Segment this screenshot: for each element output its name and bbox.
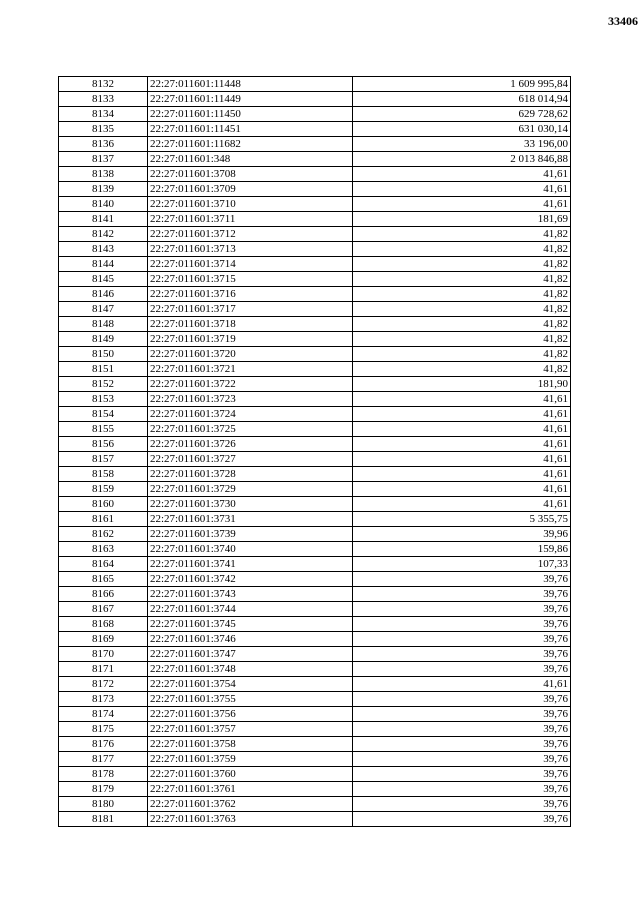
cadastral-value-cell: 39,96 bbox=[353, 527, 571, 542]
cadastral-value-cell: 1 609 995,84 bbox=[353, 77, 571, 92]
cadastral-value-cell: 41,61 bbox=[353, 467, 571, 482]
cadastral-number-cell: 22:27:011601:3717 bbox=[148, 302, 353, 317]
cadastral-number-cell: 22:27:011601:3729 bbox=[148, 482, 353, 497]
cadastral-number-cell: 22:27:011601:3731 bbox=[148, 512, 353, 527]
cadastral-number-cell: 22:27:011601:3718 bbox=[148, 317, 353, 332]
cadastral-value-cell: 39,76 bbox=[353, 707, 571, 722]
row-number-cell: 8152 bbox=[59, 377, 148, 392]
table-row bbox=[59, 752, 571, 767]
table-row bbox=[59, 707, 571, 722]
cadastral-number-cell: 22:27:011601:3755 bbox=[148, 692, 353, 707]
cadastral-value-cell: 2 013 846,88 bbox=[353, 152, 571, 167]
cadastral-number-cell: 22:27:011601:3722 bbox=[148, 377, 353, 392]
row-number-cell: 8160 bbox=[59, 497, 148, 512]
cadastral-number-cell: 22:27:011601:3745 bbox=[148, 617, 353, 632]
table-row bbox=[59, 797, 571, 812]
table-row bbox=[59, 767, 571, 782]
table-row bbox=[59, 362, 571, 377]
cadastral-number-cell: 22:27:011601:3716 bbox=[148, 287, 353, 302]
cadastral-number-cell: 22:27:011601:3756 bbox=[148, 707, 353, 722]
cadastral-number-cell: 22:27:011601:3726 bbox=[148, 437, 353, 452]
row-number-cell: 8132 bbox=[59, 77, 148, 92]
row-number-cell: 8174 bbox=[59, 707, 148, 722]
cadastral-value-cell: 41,82 bbox=[353, 227, 571, 242]
cadastral-number-cell: 22:27:011601:3760 bbox=[148, 767, 353, 782]
cadastral-value-cell: 41,61 bbox=[353, 422, 571, 437]
row-number-cell: 8153 bbox=[59, 392, 148, 407]
table-row bbox=[59, 92, 571, 107]
table-row bbox=[59, 587, 571, 602]
cadastral-number-cell: 22:27:011601:11682 bbox=[148, 137, 353, 152]
cadastral-value-cell: 41,61 bbox=[353, 407, 571, 422]
row-number-cell: 8165 bbox=[59, 572, 148, 587]
row-number-cell: 8170 bbox=[59, 647, 148, 662]
table-row bbox=[59, 257, 571, 272]
row-number-cell: 8133 bbox=[59, 92, 148, 107]
cadastral-number-cell: 22:27:011601:3758 bbox=[148, 737, 353, 752]
cadastral-number-cell: 22:27:011601:3721 bbox=[148, 362, 353, 377]
cadastral-value-cell: 41,61 bbox=[353, 482, 571, 497]
table-row bbox=[59, 212, 571, 227]
table-row bbox=[59, 572, 571, 587]
cadastral-value-cell: 41,82 bbox=[353, 347, 571, 362]
table-row bbox=[59, 227, 571, 242]
row-number-cell: 8173 bbox=[59, 692, 148, 707]
table-row bbox=[59, 527, 571, 542]
cadastral-value-cell: 41,61 bbox=[353, 167, 571, 182]
table-row bbox=[59, 182, 571, 197]
table-row bbox=[59, 692, 571, 707]
row-number-cell: 8180 bbox=[59, 797, 148, 812]
table-row bbox=[59, 602, 571, 617]
cadastral-number-cell: 22:27:011601:3714 bbox=[148, 257, 353, 272]
cadastral-value-cell: 41,61 bbox=[353, 497, 571, 512]
cadastral-value-cell: 41,82 bbox=[353, 287, 571, 302]
cadastral-value-cell: 631 030,14 bbox=[353, 122, 571, 137]
row-number-cell: 8137 bbox=[59, 152, 148, 167]
cadastral-number-cell: 22:27:011601:3730 bbox=[148, 497, 353, 512]
table-row bbox=[59, 782, 571, 797]
cadastral-number-cell: 22:27:011601:3754 bbox=[148, 677, 353, 692]
row-number-cell: 8156 bbox=[59, 437, 148, 452]
cadastral-number-cell: 22:27:011601:3709 bbox=[148, 182, 353, 197]
row-number-cell: 8158 bbox=[59, 467, 148, 482]
table-row bbox=[59, 722, 571, 737]
cadastral-value-cell: 39,76 bbox=[353, 797, 571, 812]
cadastral-value-cell: 41,82 bbox=[353, 302, 571, 317]
table-row bbox=[59, 137, 571, 152]
row-number-cell: 8150 bbox=[59, 347, 148, 362]
cadastral-number-cell: 22:27:011601:3761 bbox=[148, 782, 353, 797]
table-row bbox=[59, 122, 571, 137]
row-number-cell: 8159 bbox=[59, 482, 148, 497]
cadastral-value-cell: 181,90 bbox=[353, 377, 571, 392]
table-row bbox=[59, 302, 571, 317]
row-number-cell: 8144 bbox=[59, 257, 148, 272]
table-body bbox=[59, 77, 571, 827]
row-number-cell: 8164 bbox=[59, 557, 148, 572]
table-row bbox=[59, 377, 571, 392]
cadastral-value-cell: 159,86 bbox=[353, 542, 571, 557]
cadastral-number-cell: 22:27:011601:348 bbox=[148, 152, 353, 167]
cadastral-number-cell: 22:27:011601:3712 bbox=[148, 227, 353, 242]
cadastral-value-cell: 39,76 bbox=[353, 632, 571, 647]
table-row bbox=[59, 677, 571, 692]
table-row bbox=[59, 647, 571, 662]
cadastral-number-cell: 22:27:011601:3762 bbox=[148, 797, 353, 812]
row-number-cell: 8154 bbox=[59, 407, 148, 422]
table-row bbox=[59, 617, 571, 632]
table-row bbox=[59, 152, 571, 167]
table-row bbox=[59, 392, 571, 407]
cadastral-value-cell: 41,61 bbox=[353, 437, 571, 452]
row-number-cell: 8149 bbox=[59, 332, 148, 347]
table-row bbox=[59, 467, 571, 482]
row-number-cell: 8177 bbox=[59, 752, 148, 767]
cadastral-number-cell: 22:27:011601:3743 bbox=[148, 587, 353, 602]
row-number-cell: 8168 bbox=[59, 617, 148, 632]
cadastral-value-table bbox=[58, 76, 571, 827]
cadastral-value-cell: 39,76 bbox=[353, 692, 571, 707]
cadastral-value-cell: 5 355,75 bbox=[353, 512, 571, 527]
cadastral-number-cell: 22:27:011601:3727 bbox=[148, 452, 353, 467]
cadastral-value-cell: 39,76 bbox=[353, 737, 571, 752]
row-number-cell: 8140 bbox=[59, 197, 148, 212]
cadastral-value-cell: 41,61 bbox=[353, 392, 571, 407]
table-row bbox=[59, 422, 571, 437]
page-number: 33406 bbox=[608, 14, 638, 28]
row-number-cell: 8141 bbox=[59, 212, 148, 227]
row-number-cell: 8166 bbox=[59, 587, 148, 602]
cadastral-value-cell: 39,76 bbox=[353, 647, 571, 662]
row-number-cell: 8134 bbox=[59, 107, 148, 122]
cadastral-value-cell: 618 014,94 bbox=[353, 92, 571, 107]
cadastral-number-cell: 22:27:011601:3725 bbox=[148, 422, 353, 437]
cadastral-value-cell: 39,76 bbox=[353, 587, 571, 602]
table-row bbox=[59, 347, 571, 362]
row-number-cell: 8155 bbox=[59, 422, 148, 437]
cadastral-value-cell: 41,82 bbox=[353, 257, 571, 272]
row-number-cell: 8147 bbox=[59, 302, 148, 317]
cadastral-number-cell: 22:27:011601:3744 bbox=[148, 602, 353, 617]
cadastral-value-cell: 41,61 bbox=[353, 182, 571, 197]
cadastral-number-cell: 22:27:011601:3711 bbox=[148, 212, 353, 227]
cadastral-number-cell: 22:27:011601:3742 bbox=[148, 572, 353, 587]
cadastral-value-cell: 41,82 bbox=[353, 242, 571, 257]
cadastral-value-cell: 39,76 bbox=[353, 602, 571, 617]
row-number-cell: 8145 bbox=[59, 272, 148, 287]
row-number-cell: 8162 bbox=[59, 527, 148, 542]
table-row bbox=[59, 317, 571, 332]
cadastral-number-cell: 22:27:011601:3713 bbox=[148, 242, 353, 257]
cadastral-value-cell: 39,76 bbox=[353, 767, 571, 782]
row-number-cell: 8179 bbox=[59, 782, 148, 797]
table-row bbox=[59, 482, 571, 497]
table-row bbox=[59, 542, 571, 557]
cadastral-number-cell: 22:27:011601:3763 bbox=[148, 812, 353, 827]
row-number-cell: 8175 bbox=[59, 722, 148, 737]
cadastral-value-cell: 39,76 bbox=[353, 782, 571, 797]
table-row bbox=[59, 632, 571, 647]
cadastral-value-cell: 39,76 bbox=[353, 752, 571, 767]
cadastral-number-cell: 22:27:011601:11449 bbox=[148, 92, 353, 107]
cadastral-value-cell: 41,82 bbox=[353, 362, 571, 377]
row-number-cell: 8157 bbox=[59, 452, 148, 467]
table-row bbox=[59, 512, 571, 527]
cadastral-value-cell: 33 196,00 bbox=[353, 137, 571, 152]
table-row bbox=[59, 437, 571, 452]
row-number-cell: 8181 bbox=[59, 812, 148, 827]
table-row bbox=[59, 737, 571, 752]
cadastral-value-cell: 41,82 bbox=[353, 332, 571, 347]
row-number-cell: 8143 bbox=[59, 242, 148, 257]
row-number-cell: 8139 bbox=[59, 182, 148, 197]
cadastral-number-cell: 22:27:011601:3720 bbox=[148, 347, 353, 362]
cadastral-value-cell: 181,69 bbox=[353, 212, 571, 227]
cadastral-number-cell: 22:27:011601:3759 bbox=[148, 752, 353, 767]
row-number-cell: 8161 bbox=[59, 512, 148, 527]
table-row bbox=[59, 497, 571, 512]
cadastral-value-cell: 41,61 bbox=[353, 677, 571, 692]
cadastral-number-cell: 22:27:011601:3747 bbox=[148, 647, 353, 662]
table-row bbox=[59, 197, 571, 212]
row-number-cell: 8148 bbox=[59, 317, 148, 332]
cadastral-number-cell: 22:27:011601:3739 bbox=[148, 527, 353, 542]
cadastral-value-cell: 107,33 bbox=[353, 557, 571, 572]
cadastral-number-cell: 22:27:011601:3724 bbox=[148, 407, 353, 422]
cadastral-number-cell: 22:27:011601:11451 bbox=[148, 122, 353, 137]
cadastral-number-cell: 22:27:011601:3741 bbox=[148, 557, 353, 572]
cadastral-number-cell: 22:27:011601:3715 bbox=[148, 272, 353, 287]
cadastral-number-cell: 22:27:011601:3748 bbox=[148, 662, 353, 677]
table-row bbox=[59, 167, 571, 182]
cadastral-number-cell: 22:27:011601:3740 bbox=[148, 542, 353, 557]
cadastral-number-cell: 22:27:011601:3719 bbox=[148, 332, 353, 347]
table-row bbox=[59, 332, 571, 347]
table-row bbox=[59, 107, 571, 122]
cadastral-value-cell: 41,82 bbox=[353, 272, 571, 287]
row-number-cell: 8176 bbox=[59, 737, 148, 752]
row-number-cell: 8172 bbox=[59, 677, 148, 692]
row-number-cell: 8178 bbox=[59, 767, 148, 782]
cadastral-value-cell: 41,82 bbox=[353, 317, 571, 332]
row-number-cell: 8138 bbox=[59, 167, 148, 182]
row-number-cell: 8163 bbox=[59, 542, 148, 557]
row-number-cell: 8146 bbox=[59, 287, 148, 302]
table-row bbox=[59, 812, 571, 827]
cadastral-value-cell: 39,76 bbox=[353, 812, 571, 827]
cadastral-value-cell: 39,76 bbox=[353, 572, 571, 587]
row-number-cell: 8167 bbox=[59, 602, 148, 617]
row-number-cell: 8169 bbox=[59, 632, 148, 647]
cadastral-number-cell: 22:27:011601:11448 bbox=[148, 77, 353, 92]
table-row bbox=[59, 662, 571, 677]
cadastral-value-cell: 629 728,62 bbox=[353, 107, 571, 122]
cadastral-number-cell: 22:27:011601:3746 bbox=[148, 632, 353, 647]
cadastral-number-cell: 22:27:011601:11450 bbox=[148, 107, 353, 122]
table-row bbox=[59, 407, 571, 422]
table-row bbox=[59, 242, 571, 257]
table-row bbox=[59, 557, 571, 572]
cadastral-number-cell: 22:27:011601:3723 bbox=[148, 392, 353, 407]
row-number-cell: 8151 bbox=[59, 362, 148, 377]
row-number-cell: 8136 bbox=[59, 137, 148, 152]
cadastral-number-cell: 22:27:011601:3710 bbox=[148, 197, 353, 212]
cadastral-value-cell: 39,76 bbox=[353, 617, 571, 632]
table-row bbox=[59, 77, 571, 92]
cadastral-value-cell: 39,76 bbox=[353, 662, 571, 677]
table-row bbox=[59, 272, 571, 287]
cadastral-number-cell: 22:27:011601:3728 bbox=[148, 467, 353, 482]
cadastral-value-cell: 41,61 bbox=[353, 197, 571, 212]
table-row bbox=[59, 452, 571, 467]
row-number-cell: 8135 bbox=[59, 122, 148, 137]
cadastral-number-cell: 22:27:011601:3708 bbox=[148, 167, 353, 182]
cadastral-number-cell: 22:27:011601:3757 bbox=[148, 722, 353, 737]
row-number-cell: 8142 bbox=[59, 227, 148, 242]
table-row bbox=[59, 287, 571, 302]
cadastral-value-cell: 39,76 bbox=[353, 722, 571, 737]
cadastral-value-cell: 41,61 bbox=[353, 452, 571, 467]
row-number-cell: 8171 bbox=[59, 662, 148, 677]
